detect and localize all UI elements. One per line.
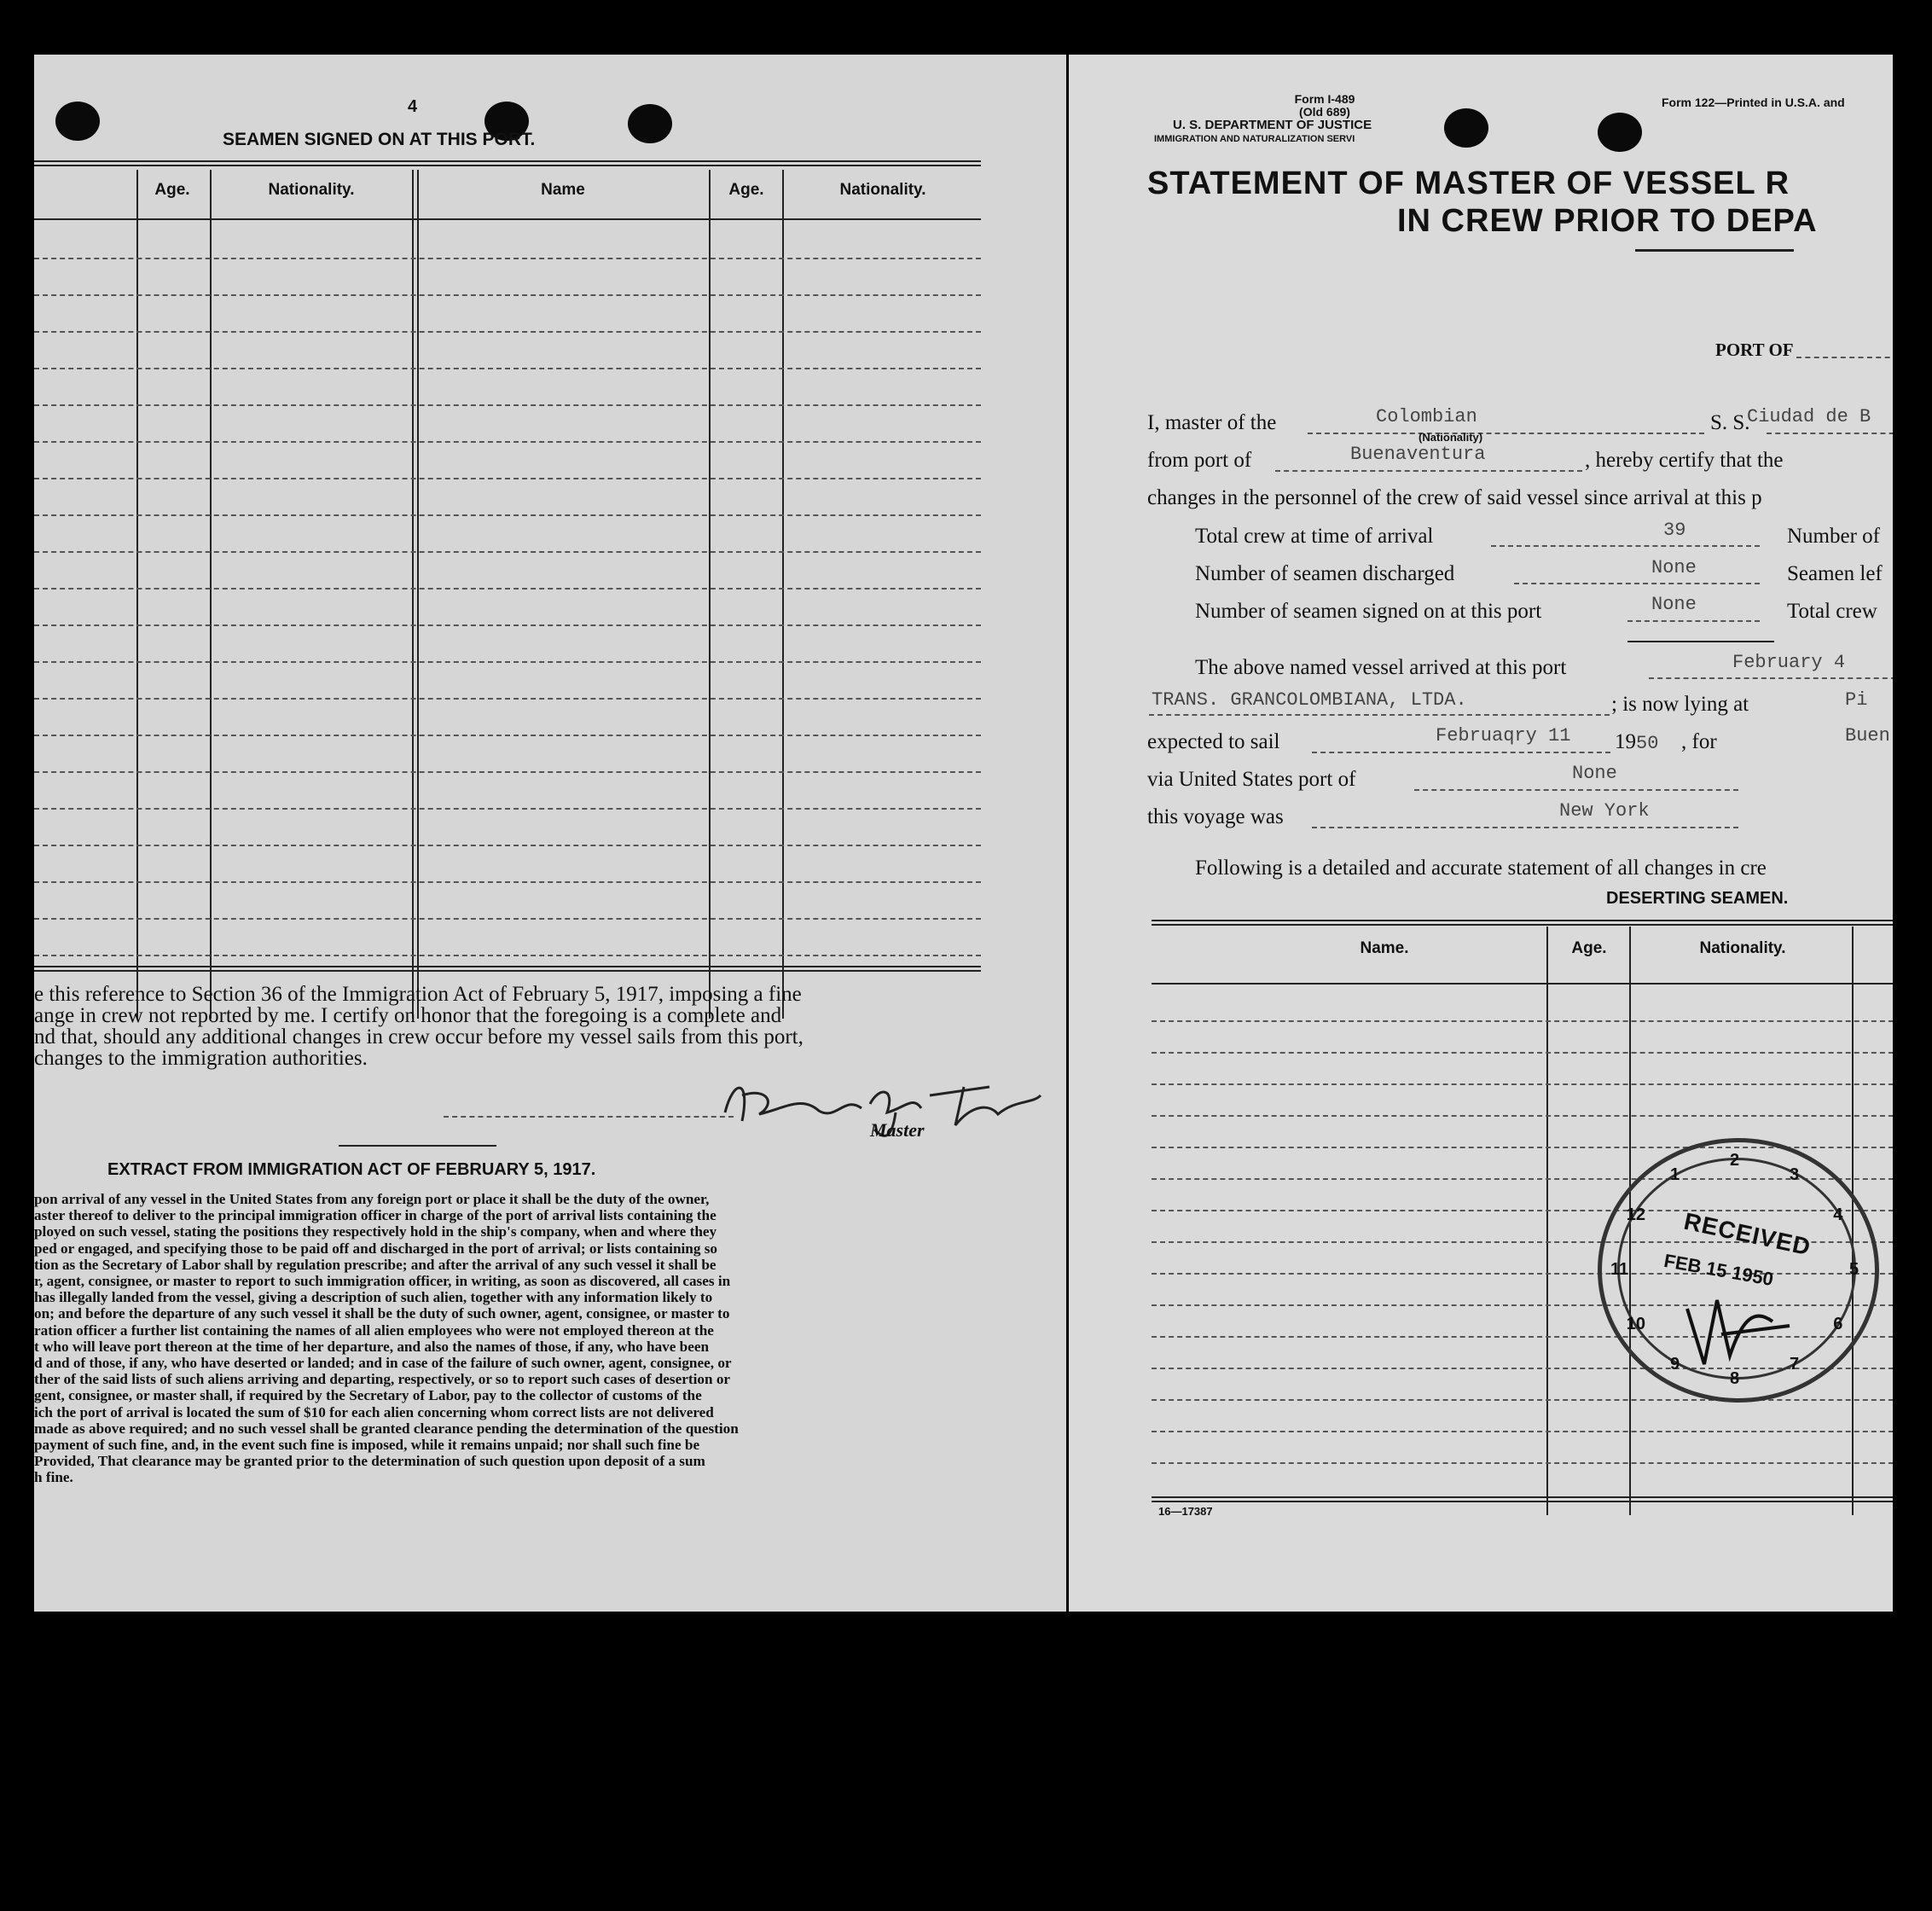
certification-line: e this reference to Section 36 of the Immigration Act of February 5, 1917, imposing a fine bbox=[34, 983, 802, 1006]
year-prefix: 19 bbox=[1615, 730, 1636, 753]
table-row-line bbox=[34, 258, 981, 259]
year-field: 50 bbox=[1636, 733, 1659, 754]
stamp-number: 1 bbox=[1670, 1165, 1680, 1185]
stamp-received-text: RECEIVED bbox=[1681, 1207, 1813, 1261]
table-row-line bbox=[34, 735, 981, 736]
form-old-number: (Old 689) bbox=[1299, 105, 1350, 119]
total-crew-right-label: Total crew bbox=[1787, 600, 1877, 623]
deserting-seamen-title: DESERTING SEAMEN. bbox=[1606, 889, 1789, 908]
table-row-line bbox=[34, 955, 981, 956]
printed-note: Form 122—Printed in U.S.A. and bbox=[1662, 96, 1845, 109]
stamp-number: 5 bbox=[1849, 1260, 1859, 1279]
punch-hole bbox=[628, 104, 672, 143]
table-row-line bbox=[34, 404, 981, 406]
column-header-nationality: Nationality. bbox=[839, 181, 926, 199]
extract-line: ther of the said lists of such aliens arriving and departing, respectively, or so to report such cases of desertion or bbox=[34, 1371, 731, 1388]
port-of-label: PORT OF bbox=[1715, 340, 1794, 360]
table-row-line bbox=[34, 294, 981, 296]
extract-line: payment of such fine, and, in the event such fine is imposed, while it remains unpaid; nor shall such fine be bbox=[34, 1437, 700, 1454]
extract-line: made as above required; and no such vessel shall be granted clearance pending the determination of the question bbox=[34, 1420, 739, 1437]
table-row-line bbox=[34, 514, 981, 516]
arrived-field: February 4 bbox=[1732, 652, 1846, 673]
stamp-number: 2 bbox=[1730, 1151, 1740, 1170]
vessel-name-field: Ciudad de B bbox=[1747, 406, 1871, 427]
service-heading: IMMIGRATION AND NATURALIZATION SERVI bbox=[1154, 134, 1355, 144]
ss-label: S. S. bbox=[1710, 411, 1750, 434]
extract-text bbox=[34, 1191, 739, 1486]
extract-line: aster thereof to deliver to the principal immigration officer in charge of the port of arrival lists containing the bbox=[34, 1207, 717, 1224]
table-row-line bbox=[1152, 1020, 1893, 1022]
stamp-initials bbox=[1670, 1283, 1807, 1377]
extract-line: gent, consignee, or master shall, if required by the Secretary of Labor, pay to the collector of customs of the bbox=[34, 1387, 702, 1404]
table-row-line bbox=[34, 551, 981, 553]
total-crew-label: Total crew at time of arrival bbox=[1195, 525, 1434, 548]
via-port-field: None bbox=[1572, 763, 1617, 784]
stamp-number: 7 bbox=[1790, 1354, 1800, 1374]
extract-line: tion as the Secretary of Labor shall by regulation prescribe; and after the arrival of any such vessel it shall be bbox=[34, 1256, 717, 1273]
punch-hole bbox=[1444, 108, 1488, 148]
stamp-number: 8 bbox=[1730, 1369, 1740, 1388]
table-row-line bbox=[34, 368, 981, 369]
sail-date-field: Februaqry 11 bbox=[1436, 725, 1571, 746]
column-header-nationality: Nationality. bbox=[1699, 939, 1786, 957]
table-row-line bbox=[1152, 1462, 1893, 1464]
total-crew-field: 39 bbox=[1663, 520, 1686, 541]
master-of-label: I, master of the bbox=[1147, 411, 1277, 434]
voyage-field: New York bbox=[1559, 800, 1650, 822]
destination-field: Buen bbox=[1845, 725, 1890, 746]
table-row-line bbox=[34, 624, 981, 626]
table-row-line bbox=[34, 771, 981, 773]
table-row-line bbox=[34, 331, 981, 333]
column-header-age: Age. bbox=[154, 181, 190, 199]
extract-line: has illegally landed from the vessel, giving a description of such alien, together with any information likely to bbox=[34, 1289, 713, 1306]
seamen-left-label: Seamen lef bbox=[1787, 562, 1883, 585]
discharged-label: Number of seamen discharged bbox=[1195, 562, 1455, 585]
stamp-number: 12 bbox=[1626, 1205, 1645, 1224]
table-row-line bbox=[34, 808, 981, 810]
extract-line: r, agent, consignee, or master to report to such immigration officer, in writing, as soon as discovered, all cases in bbox=[34, 1273, 731, 1290]
signed-on-field: None bbox=[1651, 594, 1697, 615]
certification-line: ange in crew not reported by me. I certify on honor that the foregoing is a complete and bbox=[34, 1004, 782, 1027]
column-header-name: Name. bbox=[1360, 939, 1409, 957]
agent-field: TRANS. GRANCOLOMBIANA, LTDA. bbox=[1152, 689, 1467, 711]
column-header-name: Name bbox=[541, 181, 585, 199]
changes-text: changes in the personnel of the crew of said vessel since arrival at this p bbox=[1147, 486, 1762, 509]
for-label: , for bbox=[1681, 730, 1717, 753]
department-heading: U. S. DEPARTMENT OF JUSTICE bbox=[1173, 118, 1372, 132]
voyage-label: this voyage was bbox=[1147, 805, 1284, 828]
punch-hole bbox=[55, 102, 100, 141]
left-page bbox=[34, 55, 1066, 1612]
extract-line: d and of those, if any, who have deserted or landed; and in case of the failure of such owner, agent, consignee, or bbox=[34, 1355, 732, 1372]
sail-label: expected to sail bbox=[1147, 730, 1280, 753]
section-title: SEAMEN SIGNED ON AT THIS PORT. bbox=[223, 130, 536, 149]
footer-code: 16—17387 bbox=[1158, 1505, 1213, 1518]
master-label: Master bbox=[870, 1119, 925, 1141]
table-row-line bbox=[34, 845, 981, 846]
table-row-line bbox=[1152, 1399, 1893, 1401]
column-header-age: Age. bbox=[1571, 939, 1607, 957]
from-port-field: Buenaventura bbox=[1350, 444, 1486, 465]
lying-label: ; is now lying at bbox=[1611, 693, 1749, 716]
extract-line: on; and before the departure of any such vessel it shall be the duty of such owner, agent, consignee, or master to bbox=[34, 1305, 730, 1322]
column-header-nationality: Nationality. bbox=[268, 181, 355, 199]
stamp-date: FEB 15 1950 bbox=[1662, 1249, 1775, 1291]
table-row-line bbox=[34, 478, 981, 479]
table-row-line bbox=[34, 881, 981, 883]
stamp-number: 10 bbox=[1626, 1315, 1645, 1333]
stamp-number: 6 bbox=[1833, 1315, 1843, 1333]
nationality-field: Colombian bbox=[1376, 406, 1477, 427]
table-row-line bbox=[34, 918, 981, 920]
extract-line: pon arrival of any vessel in the United States from any foreign port or place it shall be the duty of the owner, bbox=[34, 1191, 710, 1207]
stamp-number: 3 bbox=[1790, 1165, 1800, 1185]
form-title-line-2: IN CREW PRIOR TO DEPA bbox=[1397, 203, 1818, 239]
signed-on-label: Number of seamen signed on at this port bbox=[1195, 600, 1542, 623]
table-row-line bbox=[1152, 1431, 1893, 1432]
extract-line: ich the port of arrival is located the sum of $10 for each alien concerning whom correct lists are not delivered bbox=[34, 1403, 714, 1420]
extract-line: ration officer a further list containing the names of all alien employees who were not employed thereon at the bbox=[34, 1321, 714, 1339]
extract-line: Provided, That clearance may be granted prior to the determination of such question upon deposit of a sum bbox=[34, 1453, 705, 1470]
form-title-line-1: STATEMENT OF MASTER OF VESSEL R bbox=[1147, 166, 1790, 201]
certification-line: nd that, should any additional changes in crew occur before my vessel sails from this port, bbox=[34, 1025, 804, 1048]
nationality-caption: (Nationality) bbox=[1419, 431, 1483, 444]
from-port-label: from port of bbox=[1147, 449, 1252, 472]
extract-line: ped or engaged, and specifying those to be paid off and discharged in the port of arrival; or lists containing so bbox=[34, 1240, 718, 1257]
punch-hole bbox=[1598, 113, 1642, 152]
extract-line: h fine. bbox=[34, 1469, 73, 1486]
table-row-line bbox=[1152, 1115, 1893, 1117]
form-number: Form I-489 bbox=[1294, 92, 1355, 106]
table-row-line bbox=[34, 588, 981, 590]
stamp-number: 9 bbox=[1670, 1354, 1680, 1374]
page-number: 4 bbox=[408, 97, 418, 116]
table-row-line bbox=[34, 441, 981, 443]
certification-line: changes to the immigration authorities. bbox=[34, 1047, 368, 1070]
received-stamp bbox=[1598, 1138, 1879, 1403]
stamp-number: 4 bbox=[1833, 1205, 1843, 1224]
via-label: via United States port of bbox=[1147, 768, 1356, 791]
certify-text: , hereby certify that the bbox=[1585, 449, 1784, 472]
table-row-line bbox=[34, 698, 981, 700]
arrived-label: The above named vessel arrived at this port bbox=[1195, 656, 1567, 679]
extract-title: EXTRACT FROM IMMIGRATION ACT OF FEBRUARY 5, 1917. bbox=[107, 1160, 596, 1179]
table-row-line bbox=[1152, 1083, 1893, 1085]
stamp-number: 11 bbox=[1610, 1260, 1629, 1279]
right-page bbox=[1069, 55, 1893, 1612]
following-text: Following is a detailed and accurate statement of all changes in cre bbox=[1195, 857, 1767, 880]
discharged-field: None bbox=[1651, 557, 1697, 578]
extract-line: ployed on such vessel, stating the positions they respectively hold in the ship's company, when and where they bbox=[34, 1223, 717, 1240]
number-of-label: Number of bbox=[1787, 525, 1880, 548]
extract-line: t who will leave port thereon at the time of her departure, and also the names of those, if any, who have been bbox=[34, 1338, 710, 1355]
table-row-line bbox=[34, 661, 981, 663]
lying-field: Pi bbox=[1845, 689, 1868, 711]
table-row-line bbox=[1152, 1052, 1893, 1054]
column-header-age: Age. bbox=[728, 181, 764, 199]
